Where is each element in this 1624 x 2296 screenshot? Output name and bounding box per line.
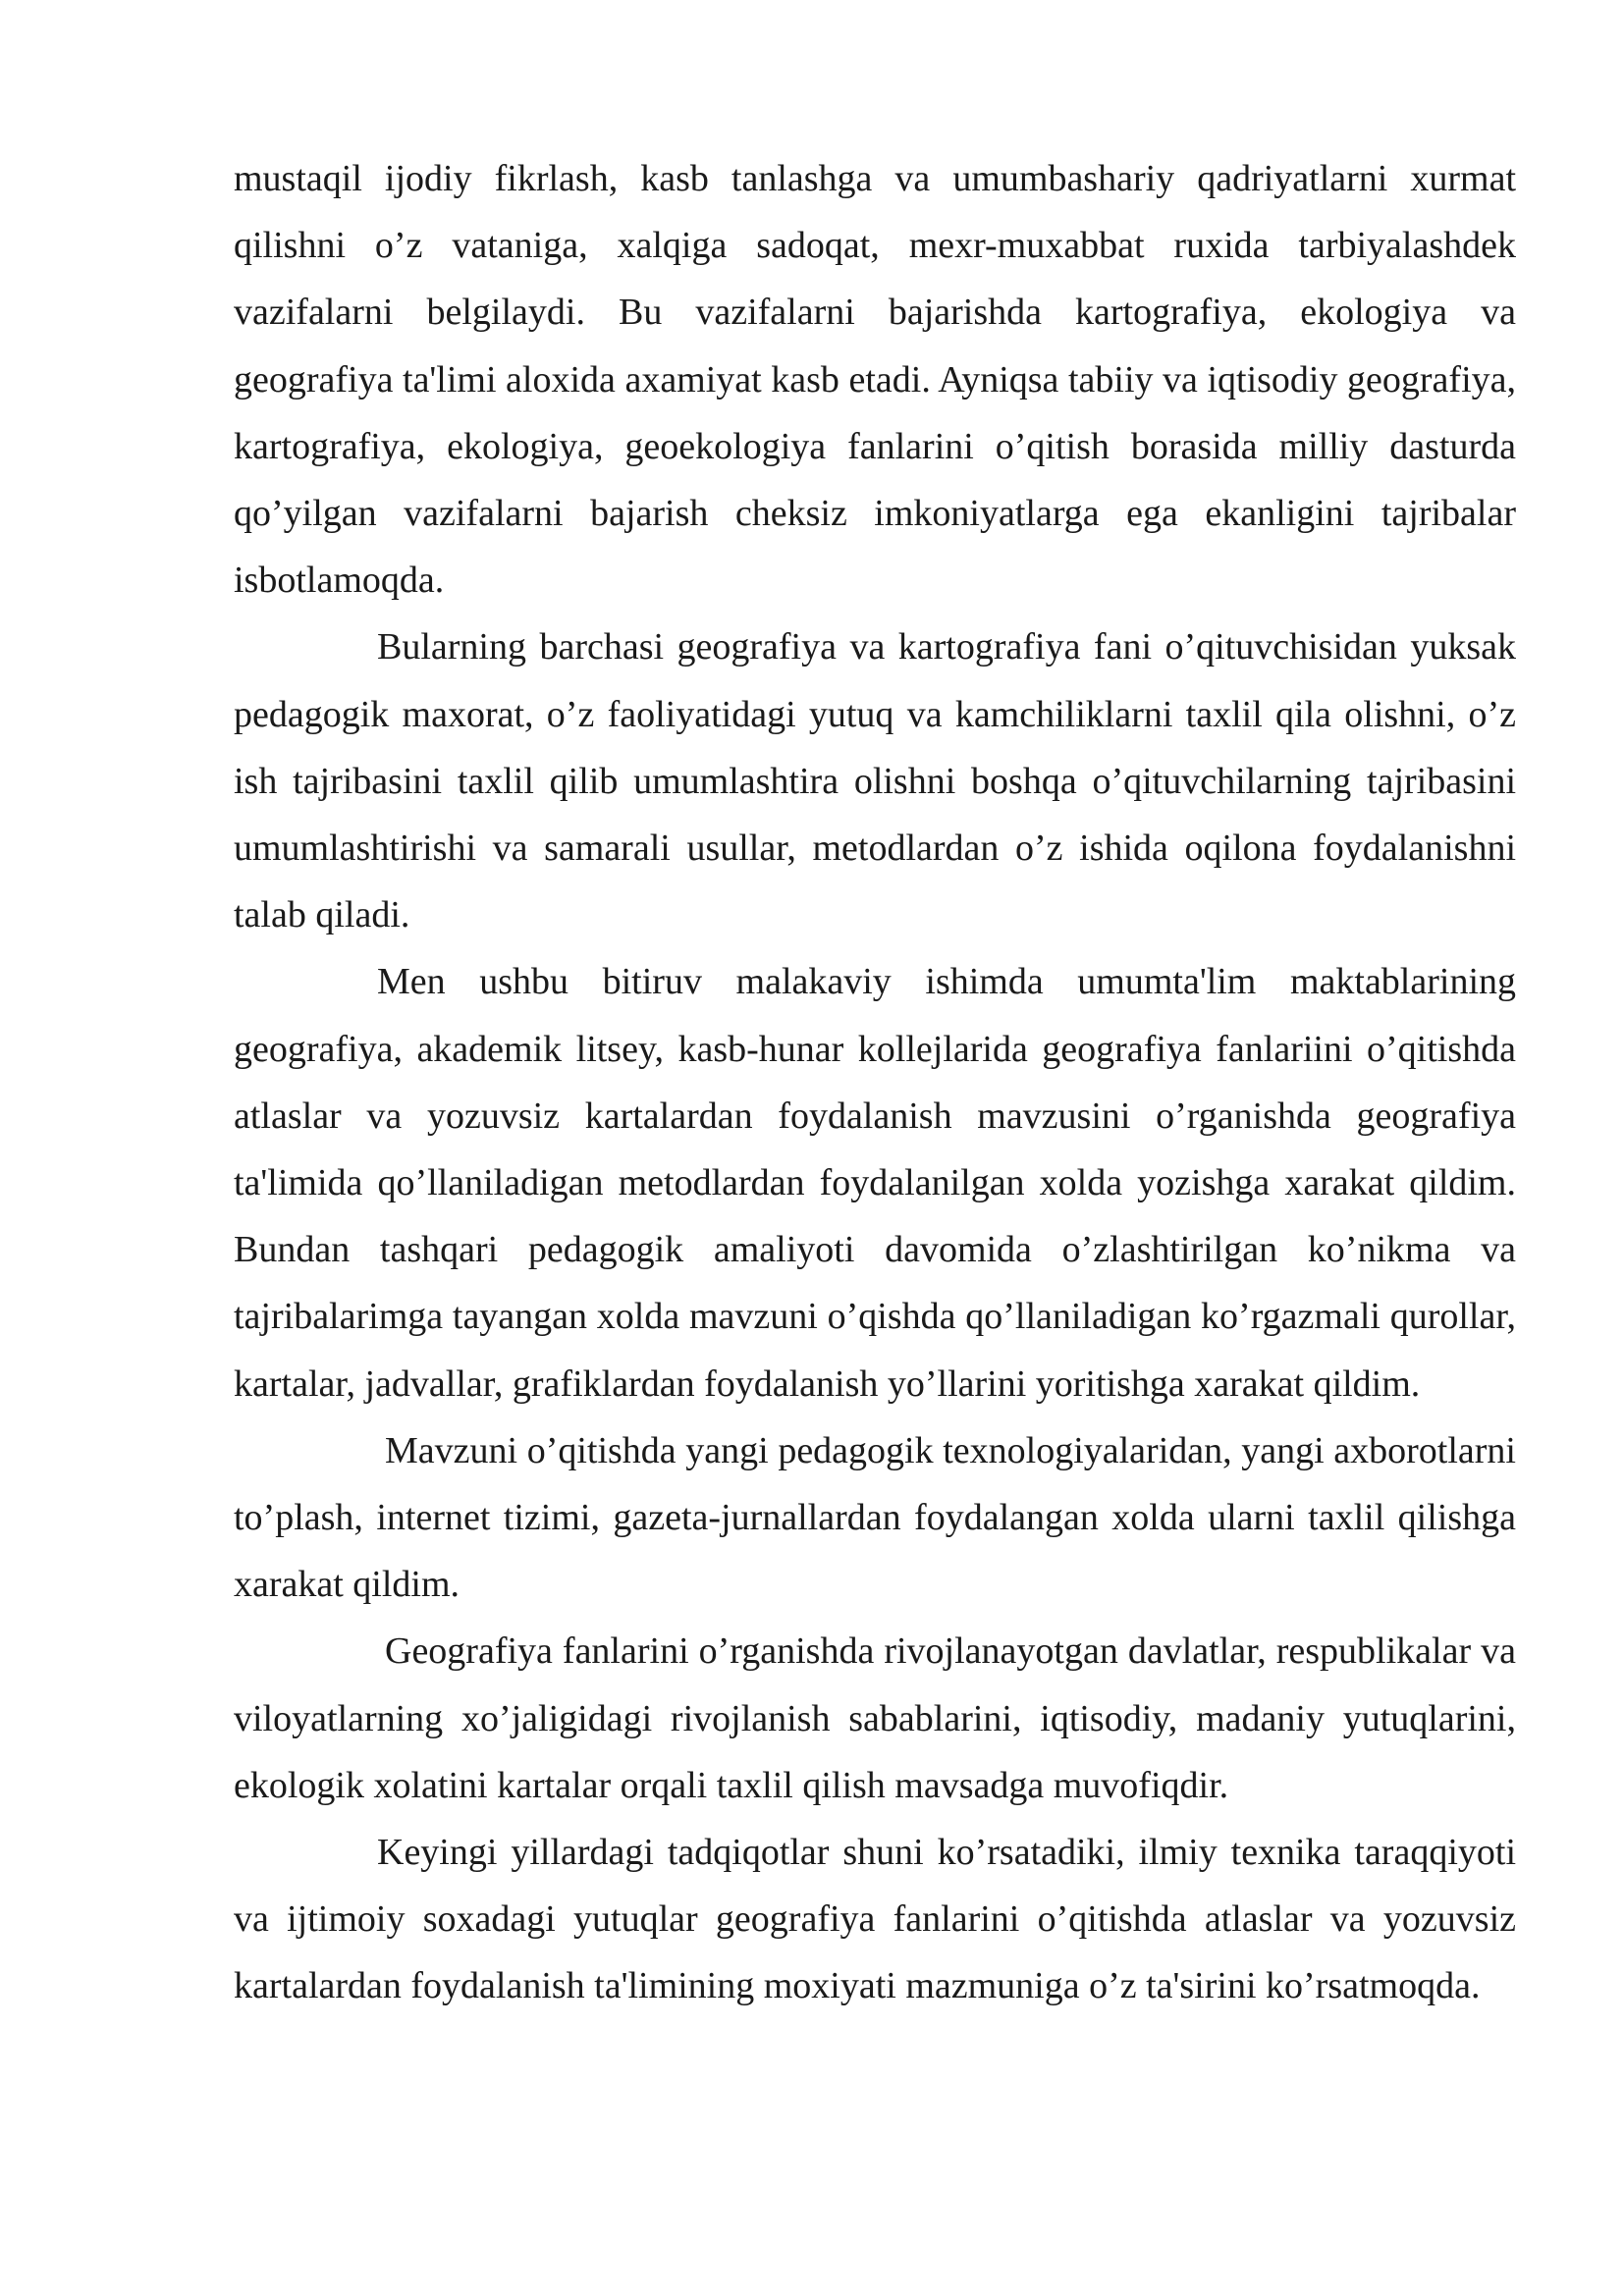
paragraph-5: Geografiya fanlarini o’rganishda rivojlanayotgan davlatlar, respublikalar va viloyatlarning xo’jaligidagi rivojlanish sabablarini, iqtisodiy, madaniy yutuqlarini, ekologik xolatini kartalar orqali taxlil qilish mavsadga muvofiqdir. xyxy=(234,1630,1516,1806)
paragraph-1: mustaqil ijodiy fikrlash, kasb tanlashga va umumbashariy qadriyatlarni xurmat qilishni o’z vataniga, xalqiga sadoqat, mexr-muxabbat ruxida tarbiyalashdek vazifalarni belgilaydi. Bu vazifalarni bajarishda kartografiya, ekologiya va geografiya ta'limi aloxida axamiyat kasb etadi. Ayniqsa tabiiy va iqtisodiy geografiya, kartografiya, ekologiya, geoekologiya fanlarini o’qitish borasida milliy dasturda qo’yilgan vazifalarni bajarish cheksiz imkoniyatlarga ega ekanligini tajribalar isbotlamoqda. xyxy=(234,158,1516,602)
paragraph-4: Mavzuni o’qitishda yangi pedagogik texnologiyalaridan, yangi axborotlarni to’plash, internet tizimi, gazeta-jurnallardan foydalangan xolda ularni taxlil qilishga xarakat qildim. xyxy=(234,1429,1516,1606)
paragraph-6: Keyingi yillardagi tadqiqotlar shuni ko’rsatadiki, ilmiy texnika taraqqiyoti va ijtimoiy soxadagi yutuqlar geografiya fanlarini o’qitishda atlaslar va yozuvsiz kartalardan foydalanish ta'limining moxiyati mazmuniga o’z ta'sirini ko’rsatmoqda. xyxy=(234,1832,1516,2007)
paragraph-2: Bularning barchasi geografiya va kartografiya fani o’qituvchisidan yuksak pedagogik maxorat, o’z faoliyatidagi yutuq va kamchiliklarni taxlil qila olishni, o’z ish tajribasini taxlil qilib umumlashtira olishni boshqa o’qituvchilarning tajribasini umumlashtirishi va samarali usullar, metodlardan o’z ishida oqilona foydalanishni talab qiladi. xyxy=(234,626,1516,936)
paragraph-3: Men ushbu bitiruv malakaviy ishimda umumta'lim maktablarining geografiya, akademik litsey, kasb-hunar kollejlarida geografiya fanlariini o’qitishda atlaslar va yozuvsiz kartalardan foydalanish mavzusini o’rganishda geografiya ta'limida qo’llaniladigan metodlardan foydalanilgan xolda yozishga xarakat qildim. Bundan tashqari pedagogik amaliyoti davomida o’zlashtirilgan ko’nikma va tajribalarimga tayangan xolda mavzuni o’qishda qo’llaniladigan ko’rgazmali qurollar, kartalar, jadvallar, grafiklardan foydalanish yo’llarini yoritishga xarakat qildim. xyxy=(234,961,1516,1405)
document-body xyxy=(234,145,1516,2020)
